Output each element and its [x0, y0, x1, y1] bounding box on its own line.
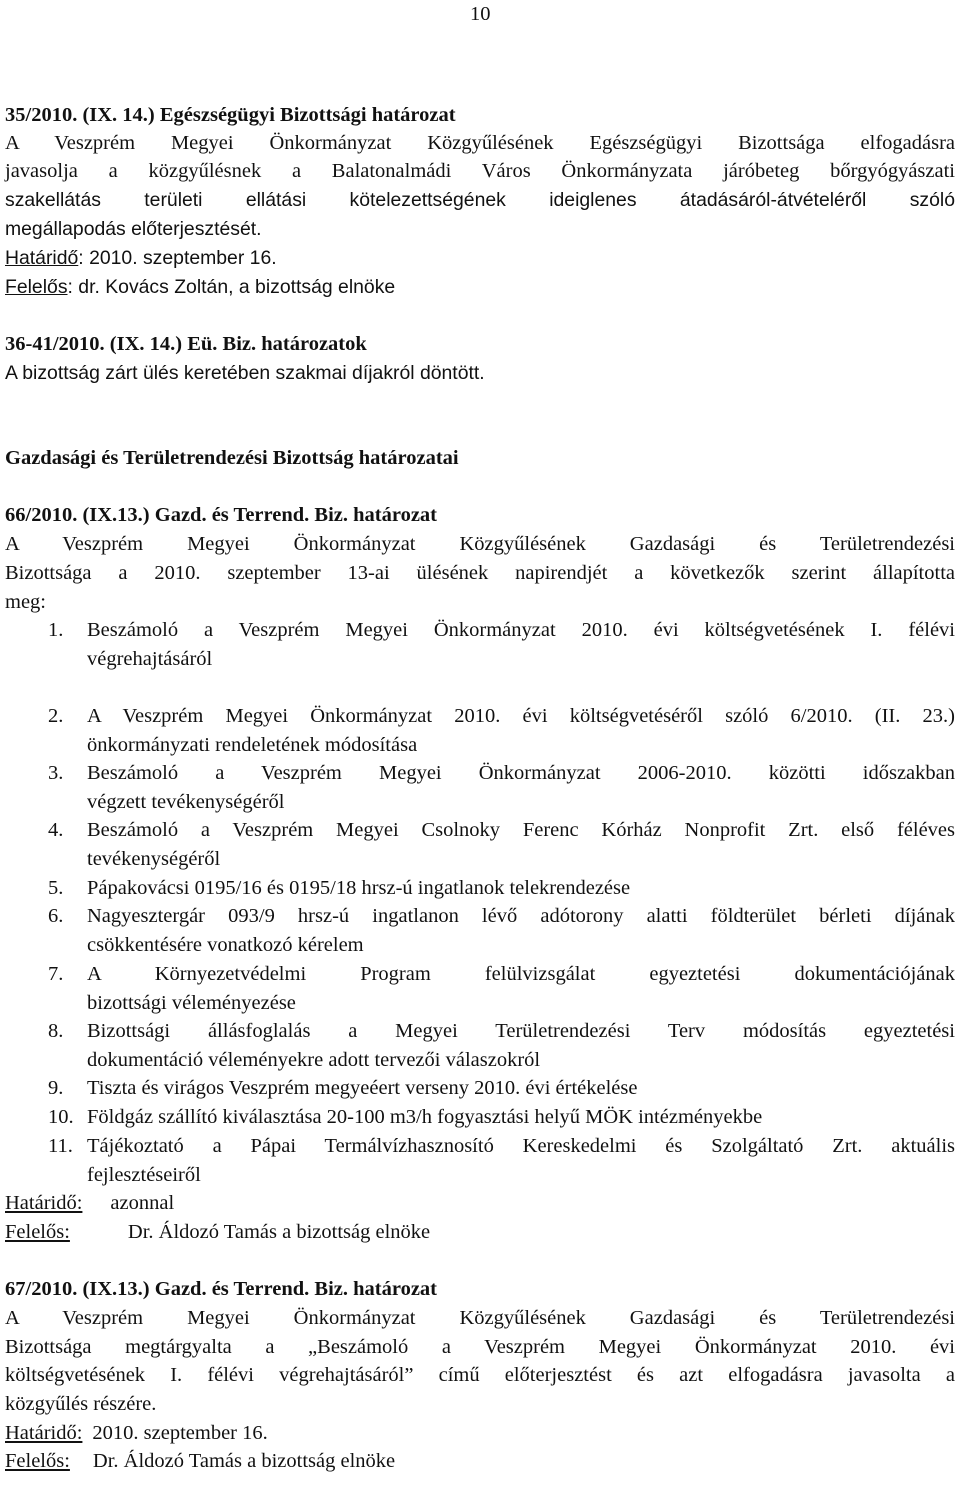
resolution-heading-36-41: 36-41/2010. (IX. 14.) Eü. Biz. határozatok	[5, 333, 367, 355]
agenda-item-text-cont: fejlesztéseiről	[87, 1164, 201, 1186]
agenda-item-number: 8.	[48, 1020, 64, 1042]
agenda-item-text: Beszámoló a Veszprém Megyei Csolnoky Ferenc Kórház Nonprofit Zrt. első féléves	[87, 819, 955, 841]
agenda-item-text-cont: önkormányzati rendeletének módosítása	[87, 734, 418, 756]
deadline-label: Határidő:	[5, 1422, 83, 1444]
agenda-item-number: 4.	[48, 819, 64, 841]
s4-line-3: költségvetésének I. félévi végrehajtásáról” című előterjesztést és azt elfogadásra javasolta a	[5, 1364, 955, 1386]
deadline-value: 2010. szeptember 16.	[92, 1422, 268, 1444]
agenda-item-number: 9.	[48, 1077, 64, 1099]
agenda-item-text-cont: tevékenységéről	[87, 848, 221, 870]
agenda-item-text: Beszámoló a Veszprém Megyei Önkormányzat 2006-2010. közötti időszakban	[87, 762, 955, 784]
agenda-item-number: 7.	[48, 963, 64, 985]
deadline-value: : 2010. szeptember 16.	[78, 247, 277, 269]
s4-line-1: A Veszprém Megyei Önkormányzat Közgyűlésének Gazdasági és Területrendezési	[5, 1307, 955, 1329]
responsible-label: Felelős	[5, 276, 68, 298]
agenda-item-text: Bizottsági állásfoglalás a Megyei Területrendezési Terv módosítás egyeztetési	[87, 1020, 955, 1042]
agenda-item-number: 10.	[48, 1106, 74, 1128]
s2-text: A bizottság zárt ülés keretében szakmai díjakról döntött.	[5, 362, 485, 384]
agenda-item-number: 6.	[48, 905, 64, 927]
s1-line-3: szakellátás területi ellátási kötelezettségének ideiglenes átadásáról-átvételéről szóló	[5, 189, 955, 211]
deadline-value: azonnal	[110, 1192, 175, 1214]
deadline-label: Határidő	[5, 247, 79, 269]
agenda-item-text-cont: végzett tevékenységéről	[87, 791, 285, 813]
s1-deadline	[5, 246, 277, 270]
responsible-label: Felelős:	[5, 1221, 70, 1243]
agenda-item-text: Földgáz szállító kiválasztása 20-100 m3/h fogyasztási helyű MÖK intézményekbe	[87, 1106, 763, 1128]
resolution-heading-67: 67/2010. (IX.13.) Gazd. és Terrend. Biz. határozat	[5, 1278, 438, 1300]
agenda-item-number: 2.	[48, 705, 64, 727]
s4-responsible	[5, 1449, 395, 1473]
s4-deadline	[5, 1421, 268, 1445]
s3-intro-1: A Veszprém Megyei Önkormányzat Közgyűlésének Gazdasági és Területrendezési	[5, 533, 955, 555]
agenda-item-text-cont: bizottsági véleményezése	[87, 992, 296, 1014]
s3-intro-3: meg:	[5, 591, 46, 613]
agenda-item-number: 11.	[48, 1135, 73, 1157]
agenda-item-text: A Környezetvédelmi Program felülvizsgálat egyeztetési dokumentációjának	[87, 963, 955, 985]
s3-responsible	[5, 1220, 430, 1244]
agenda-item-text-cont: dokumentáció véleményekre adott tervezői válaszokról	[87, 1049, 541, 1071]
agenda-item-text: Tájékoztató a Pápai Termálvízhasznosító Kereskedelmi és Szolgáltató Zrt. aktuális	[87, 1135, 955, 1157]
agenda-item-text: Beszámoló a Veszprém Megyei Önkormányzat 2010. évi költségvetésének I. félévi	[87, 619, 955, 641]
s3-deadline	[5, 1191, 174, 1215]
agenda-item-text: A Veszprém Megyei Önkormányzat 2010. évi költségvetéséről szóló 6/2010. (II. 23.)	[87, 705, 955, 727]
s4-line-2: Bizottsága megtárgyalta a „Beszámoló a Veszprém Megyei Önkormányzat 2010. évi	[5, 1336, 955, 1358]
agenda-item-number: 3.	[48, 762, 64, 784]
responsible-value: : dr. Kovács Zoltán, a bizottság elnöke	[67, 276, 396, 298]
s1-responsible	[5, 275, 395, 299]
s1-line-1: A Veszprém Megyei Önkormányzat Közgyűlésének Egészségügyi Bizottsága elfogadásra	[5, 132, 955, 154]
s3-intro-2: Bizottsága a 2010. szeptember 13-ai ülésének napirendjét a következők szerint állapította	[5, 562, 955, 584]
section-title-gazdasagi: Gazdasági és Területrendezési Bizottság határozatai	[5, 447, 459, 469]
responsible-value: Dr. Áldozó Tamás a bizottság elnöke	[127, 1221, 431, 1243]
agenda-item-text: Nagyesztergár 093/9 hrsz-ú ingatlanon lévő adótorony alatti földterület bérleti díjának	[87, 905, 955, 927]
agenda-item-text: Pápakovácsi 0195/16 és 0195/18 hrsz-ú ingatlanok telekrendezése	[87, 877, 631, 899]
s4-line-4: közgyűlés részére.	[5, 1393, 157, 1415]
deadline-label: Határidő:	[5, 1192, 83, 1214]
agenda-item-number: 5.	[48, 877, 64, 899]
agenda-item-number: 1.	[48, 619, 64, 641]
agenda-item-text-cont: végrehajtásáról	[87, 648, 213, 670]
agenda-item-text: Tiszta és virágos Veszprém megyeéert verseny 2010. évi értékelése	[87, 1077, 638, 1099]
responsible-label: Felelős:	[5, 1450, 70, 1472]
resolution-heading-35: 35/2010. (IX. 14.) Egészségügyi Bizottsági határozat	[5, 104, 456, 126]
agenda-item-text-cont: csökkentésére vonatkozó kérelem	[87, 934, 364, 956]
page-number: 10	[470, 3, 491, 25]
s1-line-2: javasolja a közgyűlésnek a Balatonalmádi Város Önkormányzata járóbeteg bőrgyógyászati	[5, 160, 955, 182]
s1-line-4: megállapodás előterjesztését.	[5, 218, 262, 240]
responsible-value: Dr. Áldozó Tamás a bizottság elnöke	[92, 1450, 396, 1472]
resolution-heading-66: 66/2010. (IX.13.) Gazd. és Terrend. Biz. határozat	[5, 504, 438, 526]
